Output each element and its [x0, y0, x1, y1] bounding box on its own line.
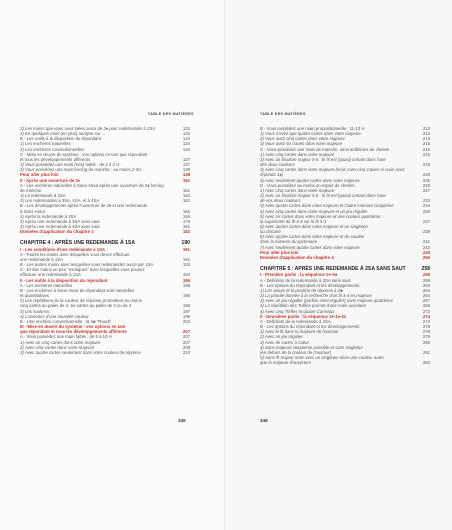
toc-entry-title: C - Et des mains un peu "exotiques" avec lesquelles vous pouvez	[20, 267, 145, 273]
toc-entry-title: la supériorité du fit 4-4 sur le fit 5-3	[260, 218, 327, 224]
toc-entry-title: 1) La redemande à 2SA	[20, 193, 66, 199]
toc-entry-page: 202	[182, 318, 190, 324]
toc-entry-title: que la majeure d'ouverture	[260, 360, 311, 366]
toc-entry-title: III - Mise en œuvre du système : vos options en tant	[20, 324, 126, 330]
toc-entry-title: A - Les enchères naturelles à Sans-Atout après une ouverture de 2♦ forcing	[20, 182, 164, 188]
toc-entry-title: A - Les enchères naturelles	[20, 282, 73, 288]
toc-entry-page: 139	[182, 167, 190, 173]
toc-entry-page: 137	[182, 156, 190, 162]
toc-entry-title: A - Définition de la redemande à 2SA	[260, 318, 331, 324]
toc-entry-title: 4) Avec cinq Trèfles et quatre Carreaux	[260, 308, 335, 314]
toc-entry-page: 191	[182, 246, 190, 252]
toc-entry-title: 4) La répétition des Trèfles promet d'une main unicolore	[260, 303, 367, 309]
running-head: TABLE DES MATIÈRES	[260, 112, 306, 116]
right-page	[226, 0, 452, 530]
toc-entry-title: 2) Avec un jeu régulier	[260, 334, 303, 340]
toc-entry-page: 236	[422, 208, 430, 214]
toc-entry-page: 264	[422, 287, 430, 293]
toc-entry-title: 4) Avec cinq cartes dans votre majeure et un jeu régulier	[260, 208, 368, 214]
toc-entry-page: 163	[182, 198, 190, 204]
toc-entry-page: 207	[182, 329, 190, 335]
toc-entry-page: 191	[182, 257, 190, 262]
toc-entry-page: 259	[422, 277, 430, 283]
toc-entry-title: et quantitatives	[20, 293, 49, 299]
toc-entry-page: 166	[182, 208, 190, 214]
toc-entry-page: 137	[182, 162, 190, 168]
toc-entry-title: Données d'application du chapitre 3	[20, 229, 94, 235]
page-number: 345	[178, 418, 186, 423]
toc-entry-title: 2) Avec un bicolore majeur 5-5 : le fit est (quasi) certain dans l'une	[260, 156, 386, 162]
toc-entry-title: CHAPITRE 5 : APRÈS UNE REDEMANDE À 2SA SANS SAUT	[260, 266, 406, 273]
toc-entry-title: Pour aller plus loin	[20, 172, 59, 178]
toc-entry-page: 226	[422, 177, 430, 183]
toc-entry-page: 179	[182, 218, 190, 224]
toc-entry-title: 1) Avec un cinq cartes dans votre majeure	[20, 339, 101, 345]
toc-entry-title: 2) Après une redemande à 3SA sans saut	[20, 218, 100, 224]
toc-entry-page: 212	[422, 131, 430, 137]
toc-entry-title: A - Toutes les mains avec lesquelles vous devez effectuer	[20, 251, 130, 257]
toc-entry-page: 263	[422, 282, 430, 288]
toc-entry-title: 3) Après une redemande à 4SA avec saut	[20, 223, 100, 229]
toc-entry-page: 181	[182, 223, 190, 229]
toc-entry-title: 4) L'annonce d'une nouvelle couleur	[20, 313, 89, 319]
toc-entry-page: 182	[182, 229, 190, 235]
toc-entry-title: 1) Avec cinq cartes dans votre majeure	[260, 187, 335, 193]
toc-entry-page: 274	[422, 313, 430, 319]
toc-entry-page: 226	[422, 182, 430, 188]
toc-entry-page: 207	[182, 339, 190, 345]
toc-entry-page: 208	[182, 344, 190, 350]
toc-entry-page: 196	[182, 282, 190, 288]
toc-entry-page: 212	[422, 126, 430, 131]
toc-entry-title: 3) En quelques mots (en plus) analyse sur …	[20, 131, 106, 137]
toc-entry-page: 220	[422, 172, 430, 178]
toc-entry-title: 5) Sans fit majeur mais avec un singleton dans une couleur autre	[260, 354, 384, 360]
toc-entry-page: 258	[421, 266, 430, 273]
toc-entry-page: 234	[422, 203, 430, 209]
toc-entry-page: 132	[182, 126, 190, 131]
toc-entry-title: 5) Avec six cartes dans votre majeure et une couleur quatrième :	[260, 213, 383, 219]
toc-entry-title: II - Deuxième partie : la séquence 1♥-1♠-2x	[260, 313, 347, 319]
toc-entry-page: 272	[422, 308, 430, 314]
toc-entry-page: 233	[422, 198, 430, 204]
toc-entry	[260, 360, 430, 365]
toc-entry-title: 1) Vous possédez une main (très) faible : de 0 à 2 H	[20, 162, 120, 168]
toc-entry-title: B - Les enchères à Sans-Atout du répondant sont naturelles	[20, 287, 135, 293]
page-number: 346	[260, 418, 268, 423]
toc-entry-title: A - Définition de la redemande à 2SA sans saut	[260, 277, 351, 283]
toc-entry-title: une redemande à 1SA	[20, 257, 64, 262]
toc-entry-page: 267	[422, 298, 430, 304]
toc-entry-title: 3) Vous avez six cartes dans votre majeure	[260, 141, 343, 147]
toc-entry-title: C - Vous possédez une main de manche, sans ambitions de chelem	[260, 146, 390, 152]
toc-entry-page: 264	[422, 293, 430, 299]
toc-entry-title: 6) Avec quatre cartes dans votre majeure et un singleton	[260, 223, 368, 229]
toc-entry-title: II - Après une ouverture de 2♦	[20, 177, 81, 183]
toc-entry-title: de vos deux couleurs	[260, 198, 301, 204]
toc-entry-title: 1) Avec le fit dans la majeure de l'ouvreur	[260, 329, 339, 335]
toc-entry-title: 4) Sans majeure cinquième possible et sans singleton	[260, 344, 363, 350]
toc-entry-page: 241	[422, 239, 430, 245]
toc-entry-page: 161	[182, 177, 190, 183]
toc-entry-page: 276	[422, 324, 430, 330]
toc-entry-title: de manche	[20, 187, 42, 193]
toc-entry-title: répondu 1♠)	[260, 172, 284, 178]
toc-entry-title: B - Les autres mains avec lesquelles vous redemandez aussi par 1SA	[20, 262, 154, 268]
toc-entry-title: 8) Avec quatre cartes dans votre majeure et du soutien	[260, 234, 365, 240]
toc-entry-page: 196	[182, 277, 190, 283]
toc-entry-page: 134	[182, 141, 190, 147]
toc-entry-page: 196	[182, 293, 190, 299]
toc-entry-page: 197	[182, 308, 190, 314]
toc-entry-page: 250	[422, 254, 430, 260]
toc-entry-page: 166	[182, 213, 190, 219]
toc-entry-title: 3) Avec cinq cartes dans votre majeure (mais sans cinq Cœurs si vous avez	[260, 167, 405, 173]
toc-entry	[260, 255, 430, 260]
toc-entry-page: 134	[182, 136, 190, 142]
toc-entry-title: des deux couleurs	[260, 162, 295, 168]
toc-entry-title: Pour aller plus loin	[260, 249, 299, 255]
toc-entry	[20, 229, 190, 234]
toc-entry-page: 215	[422, 141, 430, 147]
toc-entry-page: 269	[422, 303, 430, 309]
toc-entry-page: 237	[422, 218, 430, 224]
toc-entry-title: effectuer une redemande à 1SA	[20, 272, 81, 278]
toc-entry-page: 193	[182, 262, 190, 268]
toc-entry-page: 227	[422, 187, 430, 193]
toc-entry-page: 279	[422, 334, 430, 340]
toc-entry-title: à Sans-Atout	[20, 208, 45, 214]
toc-entry-title: 7) Avec seulement quatre cartes dans votre majeure	[260, 244, 360, 250]
toc-entry-title: 2) Avec cinq cartes dans votre majeure	[20, 344, 95, 350]
toc-entry-page: 216	[422, 146, 430, 152]
toc-entry-page: 281	[422, 349, 430, 355]
toc-entry-title: 1) Vous n'avez que quatre cartes dans votre majeure	[260, 131, 361, 137]
toc-entry-title: 2) Avec un bicolore majeur 5-5 : le fit est (quasi) certain dans l'une	[260, 193, 386, 199]
toc-entry-title: A - Vous possédez une main faible : de 6 à 10 H	[20, 334, 112, 340]
toc-entry-title: 3) Avec un jeu régulier (parfois semi-régulier) sans majeure quatrième	[260, 298, 394, 304]
toc-entry-page: 274	[422, 318, 430, 324]
toc-entry-title: 2) Les redemandes à 3SA, 4SA, et à 4SA	[20, 198, 100, 204]
toc-entry-title: B - Vous possédez une main propositionnelle : 11-13 H	[260, 126, 365, 131]
toc-entry-title: 1) Les atouts et la position de réponse à 2♣	[260, 287, 343, 293]
toc-entry-title: D - Vous possédez au moins un espoir de chelem	[260, 182, 355, 188]
toc-entry-title: 2) Les enchères conventionnelles	[20, 146, 85, 152]
toc-entry-title: 3) Avec de cartes à Cœur	[260, 339, 309, 345]
toc-entry-title: 4) Avec seulement quatre cartes dans votre majeure	[260, 177, 360, 183]
toc-entry-title: 1) Après la redemande à 2SA	[20, 213, 77, 219]
toc-entry-title: I - Première partie : la séquence 1♥-2♣	[260, 272, 338, 278]
toc-entry-page: 213	[422, 136, 430, 142]
toc-entry-title: I - Les conditions d'une redemande à 1SA	[20, 246, 106, 252]
toc-entry-page: 259	[422, 272, 430, 278]
toc-entry-title: Données d'application du chapitre 4	[260, 254, 334, 260]
toc-list	[260, 126, 430, 365]
toc-entry-page: 162	[182, 193, 190, 199]
toc-entry-page: 238	[422, 229, 430, 235]
toc-entry-title: 1) Les enchères naturelles	[20, 141, 71, 147]
toc-entry-title: B - Les options du répondant et les développements	[260, 324, 360, 330]
toc-entry-title: 3) Les soutiens	[20, 308, 50, 314]
toc-entry-page: 148	[182, 172, 190, 178]
toc-entry-page: 196	[182, 303, 190, 309]
toc-entry-title: que répondant et tous les développements afférents	[20, 329, 127, 335]
toc-entry-title: B - Une enchère conventionnelle : la 3♣ "Roudi"	[20, 318, 112, 324]
toc-entry-title: 2) Les mains que vous avez niées aussi de 2♠ pour redemander à 2SA	[20, 126, 156, 131]
toc-entry-title: CHAPITRE 4 : APRÈS UNE REDEMANDE À 1SA	[20, 240, 136, 247]
toc-entry-page: 282	[422, 360, 430, 366]
toc-entry-page: 242	[422, 244, 430, 250]
toc-entry-title: 2) La priorité donnée à la recherche d'un fit 4-4 en majeure	[260, 293, 372, 299]
toc-entry-page: 199	[182, 313, 190, 319]
toc-entry-page: 132	[182, 131, 190, 137]
toc-entry-title: B - Les options du répondant et les développements	[260, 282, 360, 288]
toc-entry-page: 219	[422, 162, 430, 168]
toc-list	[20, 126, 190, 355]
toc-entry-title: cinq cartes au palier de 2, six cartes au palier de 3 ou de 4	[20, 303, 132, 309]
toc-entry-title: 2) Les répétitions de la couleur de réponse promettent au moins	[20, 298, 142, 304]
toc-entry-title: 2) Vous possédez une main forcing de manche : au moins 2-3H	[20, 167, 142, 173]
running-head: TABLE DES MATIÈRES	[148, 112, 194, 116]
toc-entry-title: ou chicane	[260, 229, 281, 235]
toc-entry-title: dans la mineure du partenaire	[260, 239, 318, 245]
toc-entry-page: 207	[182, 334, 190, 340]
toc-entry-page: 278	[422, 329, 430, 335]
toc-entry-title: 3) Avec quatre cartes dans votre majeure et l'autre mineure cinquième	[260, 203, 394, 209]
toc-entry-title: (en dehors de la couleur de l'ouvreur)	[260, 349, 332, 355]
toc-entry-page: 190	[181, 240, 190, 247]
toc-entry-title: B - Les développements après l'ouverture de 2♦ et une redemande	[20, 203, 148, 209]
toc-entry-page: 161	[182, 187, 190, 193]
toc-entry-title: B - Les outils à la disposition du répondant	[20, 136, 101, 142]
toc-entry-title: et tous les développements afférents	[20, 156, 91, 162]
toc-entry-page: 240	[422, 249, 430, 255]
toc-entry-title: 3) Avec quatre cartes seulement dans votre couleur de réponse	[20, 349, 141, 355]
toc-entry-title: 2) Vous avez cinq cartes dans votre majeure	[260, 136, 345, 142]
toc-entry-page: 134	[182, 146, 190, 152]
toc-entry-page: 210	[182, 349, 190, 355]
toc-entry-title: II - Les outils à la disposition du répondant	[20, 277, 108, 283]
toc-entry-title: 1) Avec cinq cartes dans votre majeure	[260, 151, 335, 157]
toc-entry	[20, 350, 190, 355]
toc-entry-page: 194	[182, 272, 190, 278]
toc-entry-page: 280	[422, 339, 430, 345]
toc-entry-page: 216	[422, 151, 430, 157]
toc-entry-title: C - Mise en œuvre du système : vos options en tant que répondant	[20, 151, 148, 157]
